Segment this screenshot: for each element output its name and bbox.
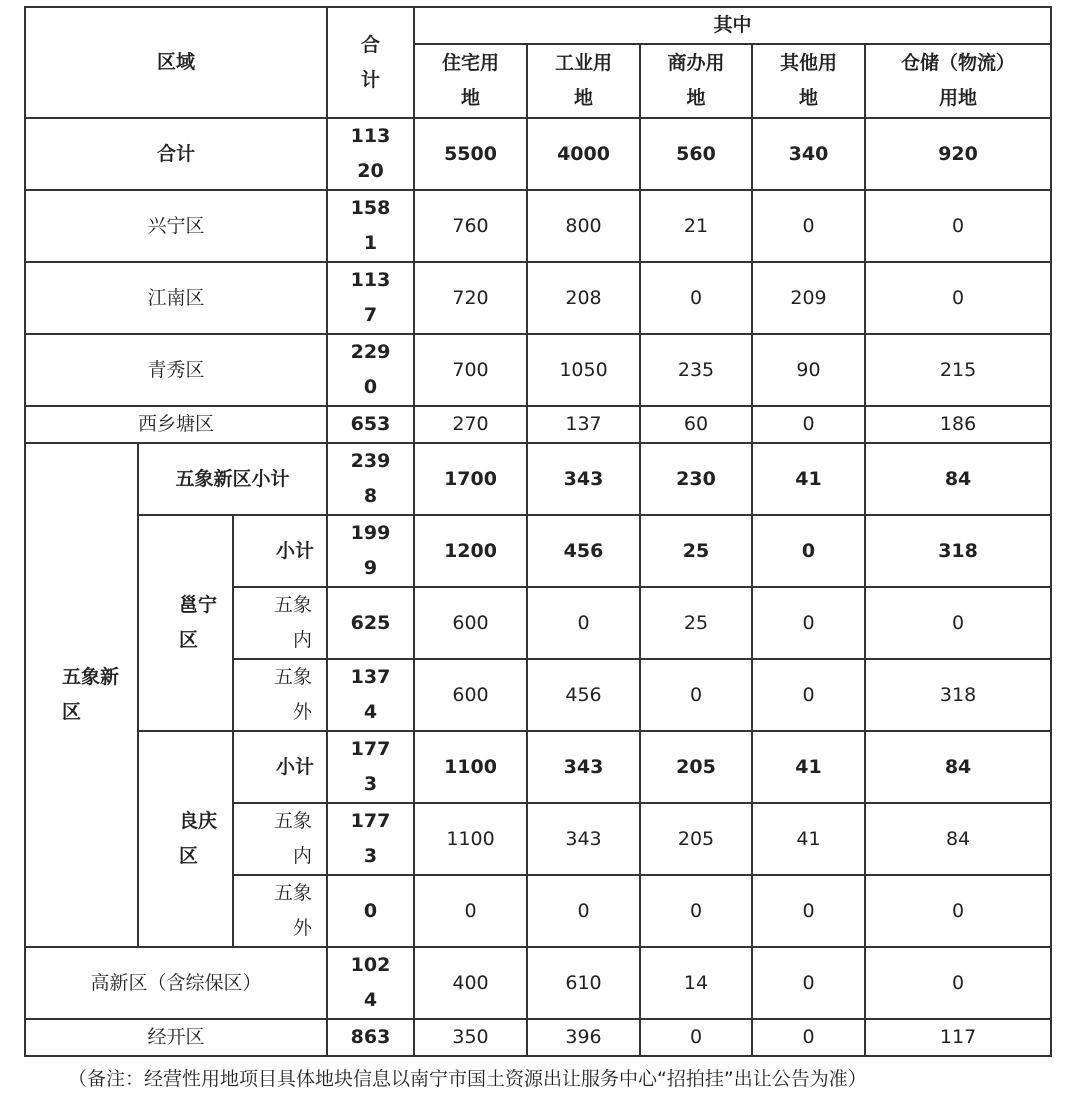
cell: 186 (865, 406, 1051, 443)
table-row (25, 334, 1051, 406)
row-name: 小计 (233, 515, 327, 587)
cell: 0 (752, 875, 865, 947)
cell: 230 (640, 443, 752, 515)
row-sum: 653 (327, 406, 414, 443)
cell: 209 (752, 262, 865, 334)
cell: 1050 (527, 334, 640, 406)
cell: 25 (640, 515, 752, 587)
cell: 700 (414, 334, 527, 406)
cell: 137 (527, 406, 640, 443)
row-sum: 113 7 (327, 262, 414, 334)
row-name: 经开区 (25, 1019, 327, 1056)
cell: 0 (865, 262, 1051, 334)
row-sum: 177 3 (327, 803, 414, 875)
row-sum: 199 9 (327, 515, 414, 587)
cell: 400 (414, 947, 527, 1019)
row-name: 青秀区 (25, 334, 327, 406)
row-name: 五象 外 (233, 659, 327, 731)
cell: 600 (414, 587, 527, 659)
cell: 41 (752, 803, 865, 875)
footnote: （备注：经营性用地项目具体地块信息以南宁市国土资源出让服务中心“招拍挂”出让公告为准） (68, 1068, 867, 1090)
cell: 1100 (414, 803, 527, 875)
cell: 205 (640, 803, 752, 875)
cell: 0 (752, 515, 865, 587)
row-sum: 863 (327, 1019, 414, 1056)
row-sum: 113 20 (327, 118, 414, 190)
row-sum: 239 8 (327, 443, 414, 515)
cell: 0 (752, 587, 865, 659)
row-name: 江南区 (25, 262, 327, 334)
table-row (25, 262, 1051, 334)
header-col-industrial: 工业用 地 (527, 44, 640, 118)
cell: 0 (865, 875, 1051, 947)
row-name: 高新区（含综保区） (25, 947, 327, 1019)
row-sum: 102 4 (327, 947, 414, 1019)
cell: 340 (752, 118, 865, 190)
cell: 600 (414, 659, 527, 731)
row-name: 五象 外 (233, 875, 327, 947)
cell: 0 (527, 587, 640, 659)
table-row (25, 406, 1051, 443)
cell: 720 (414, 262, 527, 334)
cell: 0 (640, 875, 752, 947)
cell: 560 (640, 118, 752, 190)
cell: 0 (527, 875, 640, 947)
cell: 215 (865, 334, 1051, 406)
table-row (25, 118, 1051, 190)
row-sum: 0 (327, 875, 414, 947)
cell: 350 (414, 1019, 527, 1056)
row-name: 西乡塘区 (25, 406, 327, 443)
cell: 90 (752, 334, 865, 406)
cell: 0 (752, 947, 865, 1019)
cell: 1100 (414, 731, 527, 803)
cell: 84 (865, 803, 1051, 875)
cell: 0 (865, 947, 1051, 1019)
row-name: 五象新区小计 (138, 443, 327, 515)
cell: 0 (865, 587, 1051, 659)
cell: 117 (865, 1019, 1051, 1056)
cell: 343 (527, 803, 640, 875)
header-col-residential: 住宅用 地 (414, 44, 527, 118)
header-region: 区域 (25, 7, 327, 118)
cell: 1700 (414, 443, 527, 515)
cell: 41 (752, 731, 865, 803)
row-sum: 177 3 (327, 731, 414, 803)
cell: 0 (752, 190, 865, 262)
row-sum: 137 4 (327, 659, 414, 731)
cell: 800 (527, 190, 640, 262)
cell: 456 (527, 515, 640, 587)
cell: 0 (640, 262, 752, 334)
cell: 21 (640, 190, 752, 262)
cell: 0 (640, 1019, 752, 1056)
land-supply-table (24, 6, 1052, 1057)
table-row (25, 443, 1051, 515)
cell: 456 (527, 659, 640, 731)
row-sum: 158 1 (327, 190, 414, 262)
row-sum: 229 0 (327, 334, 414, 406)
cell: 84 (865, 443, 1051, 515)
cell: 0 (752, 406, 865, 443)
cell: 343 (527, 731, 640, 803)
cell: 0 (640, 659, 752, 731)
row-name: 五象 内 (233, 803, 327, 875)
cell: 1200 (414, 515, 527, 587)
cell: 25 (640, 587, 752, 659)
cell: 318 (865, 659, 1051, 731)
cell: 14 (640, 947, 752, 1019)
header-total: 合 计 (327, 7, 414, 118)
table-row (25, 1019, 1051, 1056)
cell: 0 (752, 659, 865, 731)
cell: 0 (752, 1019, 865, 1056)
cell: 760 (414, 190, 527, 262)
cell: 0 (414, 875, 527, 947)
row-name: 兴宁区 (25, 190, 327, 262)
header-col-other: 其他用 地 (752, 44, 865, 118)
cell: 5500 (414, 118, 527, 190)
table-row (25, 731, 1051, 803)
table-row (25, 947, 1051, 1019)
row-sum: 625 (327, 587, 414, 659)
cell: 343 (527, 443, 640, 515)
header-col-warehouse: 仓储（物流） 用地 (865, 44, 1051, 118)
cell: 84 (865, 731, 1051, 803)
row-name: 五象 内 (233, 587, 327, 659)
table-row (25, 190, 1051, 262)
cell: 41 (752, 443, 865, 515)
header-qizhong: 其中 (414, 7, 1051, 44)
cell: 0 (865, 190, 1051, 262)
group-liangqing: 良庆 区 (138, 731, 233, 947)
row-name: 小计 (233, 731, 327, 803)
group-yongning: 邕宁 区 (138, 515, 233, 731)
group-wuxiang: 五象新 区 (25, 443, 138, 947)
table-row (25, 515, 1051, 587)
cell: 318 (865, 515, 1051, 587)
cell: 208 (527, 262, 640, 334)
cell: 235 (640, 334, 752, 406)
cell: 270 (414, 406, 527, 443)
cell: 205 (640, 731, 752, 803)
cell: 4000 (527, 118, 640, 190)
cell: 396 (527, 1019, 640, 1056)
row-name: 合计 (25, 118, 327, 190)
cell: 60 (640, 406, 752, 443)
cell: 610 (527, 947, 640, 1019)
cell: 920 (865, 118, 1051, 190)
header-col-commercial: 商办用 地 (640, 44, 752, 118)
